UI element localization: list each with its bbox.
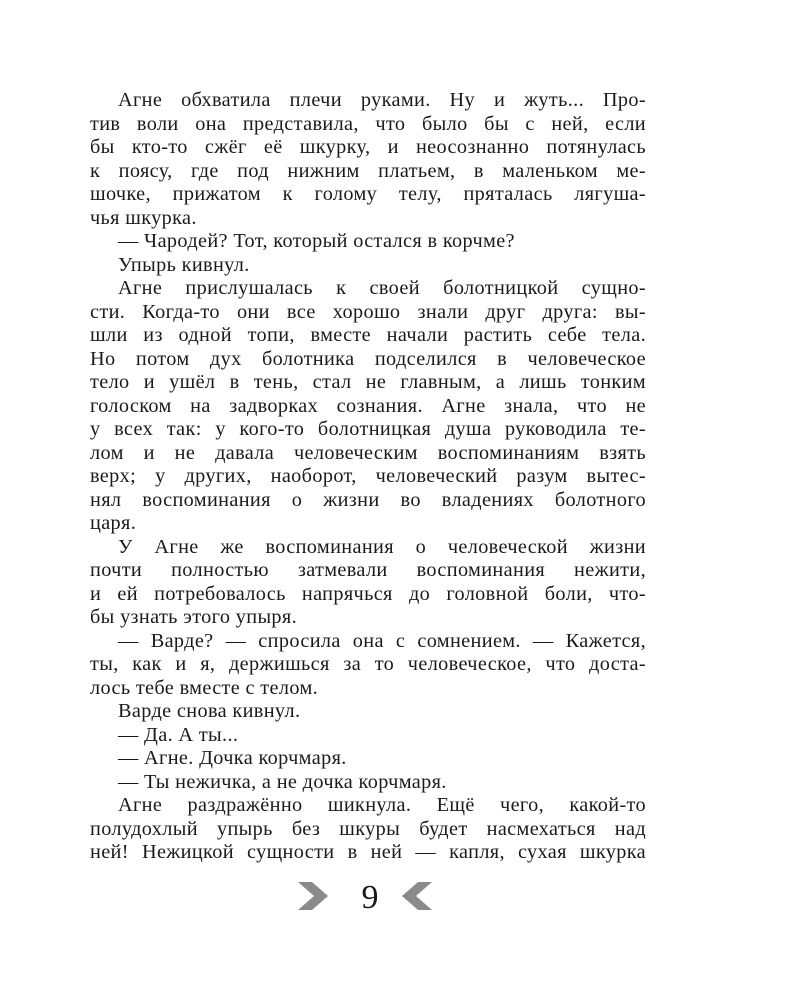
page-text (90, 89, 646, 865)
text-line: Упырь кивнул. (118, 253, 250, 276)
text-line: — Чародей? Тот, который остался в корчме? (118, 230, 515, 252)
text-line: — Да. А ты... (118, 723, 239, 746)
text-line: тив воли она представила, что было бы с ней, если (90, 112, 646, 135)
text-line: Агне обхватила плечи руками. Ну и жуть... Про- (118, 89, 646, 111)
page-footer (0, 878, 800, 922)
text-line: и ей потребовалось напрячься до головной боли, что- (90, 582, 646, 605)
text-line: почти полностью затмевали воспоминания нежити, (90, 559, 646, 581)
text-line: у всех так: у кого-то болотницкая душа руководила те- (90, 418, 646, 440)
text-line: ней! Нежицкой сущности в ней — капля, сухая шкурка (90, 841, 646, 863)
chevron-left-icon (400, 882, 434, 914)
text-line: лось тебе вместе с телом. (90, 676, 319, 699)
text-line: Но потом дух болотника подселился в человеческое (90, 347, 646, 370)
text-line: У Агне же воспоминания о человеческой жизни (118, 535, 646, 558)
text-line: чья шкурка. (90, 206, 197, 229)
text-line: лом и не давала человеческим воспоминаниям взять (90, 441, 646, 464)
text-line: голоском на задворках сознания. Агне знала, что не (90, 394, 646, 417)
text-line: Агне раздражённо шикнула. Ещё чего, какой-то (118, 794, 646, 816)
text-line: тело и ушёл в тень, стал не главным, а лишь тонким (90, 371, 646, 393)
text-line: Агне прислушалась к своей болотницкой сущно- (118, 277, 646, 299)
text-line: — Агне. Дочка корчмаря. (118, 747, 347, 769)
text-line: бы кто-то сжёг её шкурку, и неосознанно потянулась (90, 136, 646, 158)
text-line: сти. Когда-то они все хорошо знали друг друга: вы- (90, 300, 646, 323)
text-line: царя. (90, 512, 137, 534)
text-line: нял воспоминания о жизни во владениях болотного (90, 488, 646, 511)
text-line: Варде снова кивнул. (118, 700, 301, 722)
chevron-right-icon (296, 882, 330, 914)
text-line: бы узнать этого упыря. (90, 606, 298, 628)
text-line: к поясу, где под нижним платьем, в маленьком ме- (90, 159, 646, 182)
text-line: шли из одной топи, вместе начали растить себе тела. (90, 324, 646, 346)
text-line: шочке, прижатом к голому телу, пряталась лягуша- (90, 183, 646, 205)
text-line: полудохлый упырь без шкуры будет насмехаться над (90, 817, 646, 840)
text-line: — Варде? — спросила она с сомнением. — Кажется, (118, 629, 646, 652)
page-number: 9 (361, 879, 379, 916)
text-line: верх; у других, наоборот, человеческий разум вытес- (90, 465, 646, 487)
text-line: ты, как и я, держишься за то человеческое, что доста- (90, 653, 646, 675)
text-line: — Ты нежичка, а не дочка корчмаря. (118, 770, 447, 793)
